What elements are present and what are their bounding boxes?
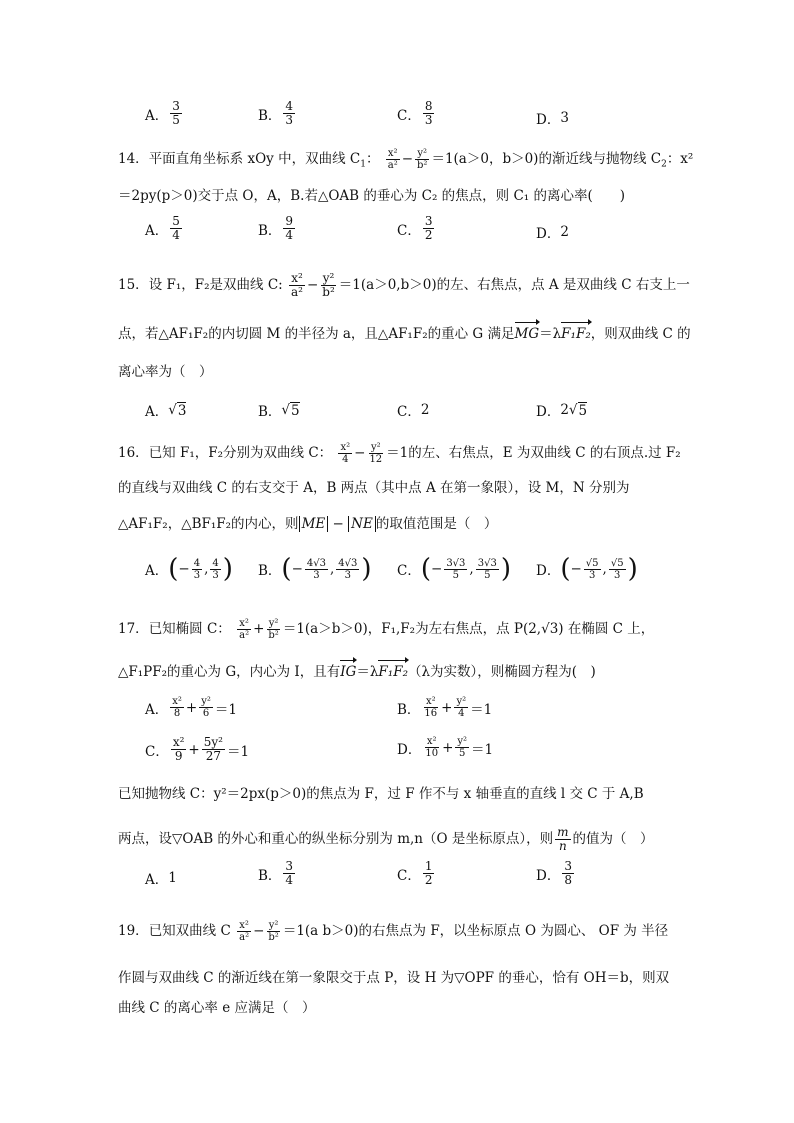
- text: ＝1(a＞0，b＞0)的渐近线与抛物线 C: [431, 151, 662, 167]
- text: −: [328, 516, 349, 532]
- frac-den: n: [558, 839, 567, 853]
- q18-line-2: [118, 826, 654, 853]
- frac-num: √5: [585, 557, 599, 569]
- option-value: 1: [168, 870, 177, 886]
- text: ＝λ: [539, 326, 562, 342]
- frac-den: 3: [285, 113, 294, 127]
- comma: ,: [204, 561, 209, 577]
- frac-den: a²: [239, 932, 250, 943]
- option-value: 3: [560, 110, 569, 126]
- option-label: B．: [258, 563, 282, 579]
- question-number: 14．: [118, 151, 149, 167]
- q19-line-2: 作圆与双曲线 C 的渐近线在第一象限交于点 P，设 H 为▽OPF 的垂心，恰有 OH＝b，则双: [118, 970, 670, 986]
- q15-option-c[interactable]: [397, 400, 429, 420]
- option-label: A．: [145, 222, 169, 239]
- frac-den: 5: [484, 569, 491, 581]
- frac-num: m: [557, 825, 569, 839]
- question-number: 17．: [118, 621, 149, 637]
- q19-line-1: [118, 920, 668, 943]
- vector: F₁F₂: [561, 326, 591, 342]
- q13-option-d[interactable]: [536, 108, 569, 128]
- option-label: C．: [397, 107, 421, 124]
- q15-option-a[interactable]: A． √ 3: [145, 402, 187, 420]
- text: 已知 F₁，F₂分别为双曲线 C：: [148, 445, 333, 461]
- text: ，则双曲线 C 的: [590, 326, 691, 342]
- frac-den: 3: [588, 569, 596, 581]
- sqrt-value: 5: [291, 402, 300, 419]
- text: ＝1(a＞b＞0)，F₁,F₂为左右焦点，点 P(2,√3) 在椭圆 C 上，: [282, 621, 655, 637]
- vector: MG: [514, 326, 540, 342]
- frac-num: 1: [424, 859, 433, 873]
- vector: F₁F₂: [378, 664, 408, 680]
- text: ：: [365, 151, 380, 167]
- text: △F₁PF₂的重心为 G，内心为 I，且有: [118, 664, 341, 680]
- abs-value: NE: [348, 516, 376, 532]
- q14-option-a[interactable]: [145, 215, 184, 242]
- frac-num: 4√3: [306, 557, 326, 569]
- plus: +: [188, 741, 200, 758]
- text: 点，若△AF₁F₂的内切圆 M 的半径为 a，且△AF₁F₂的重心 G 满足: [118, 326, 515, 342]
- q17-option-a[interactable]: [145, 696, 237, 719]
- sqrt-value: 5: [578, 402, 588, 419]
- text: ＝1(a b＞0)的右焦点为 F，以坐标原点 O 为圆心、 OF 为 半径: [282, 923, 669, 939]
- option-label: D．: [536, 563, 561, 579]
- equals-one: ＝1: [471, 741, 494, 758]
- frac-num: 3√3: [446, 557, 466, 569]
- equals-one: ＝1: [470, 701, 493, 718]
- frac-den: 16: [424, 708, 438, 719]
- q16-option-d[interactable]: D． ( − $\frac{√5}{3}$ , $\frac{√5}{3}$ ): [536, 554, 638, 584]
- q13-option-b[interactable]: [258, 100, 297, 127]
- frac-num: x²: [172, 735, 185, 749]
- text: （λ为实数），则椭圆方程为( ): [407, 664, 596, 680]
- equals-one: ＝1: [214, 701, 237, 718]
- option-label: A．: [145, 872, 169, 888]
- frac-num: 3√3: [477, 557, 497, 569]
- option-label: D．: [397, 741, 422, 758]
- frac-den: 3: [424, 113, 433, 127]
- frac-den: 3: [193, 569, 201, 581]
- frac-den: 6: [202, 708, 210, 719]
- frac-den: 3: [212, 569, 219, 581]
- text: 的值为（ ）: [572, 831, 654, 847]
- frac-num: y²: [417, 148, 428, 159]
- frac-num: 8: [424, 99, 433, 113]
- option-label: C．: [397, 563, 421, 579]
- question-number: 15．: [118, 277, 149, 293]
- frac-num: y²: [268, 618, 279, 629]
- q15-line-1: [118, 272, 690, 299]
- text: △AF₁F₂，△BF₁F₂的内心，则: [118, 516, 299, 532]
- frac-num: y²: [457, 736, 468, 747]
- q16-option-a[interactable]: A． ( − $\frac{4}{3}$ , $\frac{4}{3}$ ): [145, 554, 233, 584]
- frac-den: 4: [458, 708, 465, 719]
- q17-line-1: [118, 618, 654, 641]
- frac-den: 3: [313, 569, 320, 581]
- option-label: C．: [145, 743, 169, 760]
- text: 设 F₁，F₂是双曲线 C:: [148, 277, 283, 293]
- q14-option-d[interactable]: [536, 222, 569, 242]
- text: 已知椭圆 C：: [148, 621, 231, 637]
- plus: +: [441, 699, 453, 716]
- minus: −: [306, 277, 319, 293]
- plus: +: [185, 699, 198, 716]
- option-label: A．: [145, 563, 169, 579]
- abs-value: ME: [299, 516, 329, 532]
- option-label: B．: [258, 404, 282, 420]
- frac-num: y²: [268, 920, 279, 931]
- frac-den: 2: [424, 873, 433, 887]
- q16-line-1: [118, 442, 681, 465]
- frac-num: √5: [610, 557, 624, 569]
- q15-option-d[interactable]: D． 2 √ 5: [536, 402, 588, 420]
- option-label: A．: [145, 404, 169, 420]
- minus: −: [431, 561, 443, 577]
- frac-den: b²: [268, 932, 279, 943]
- equals-one: ＝1: [226, 743, 250, 760]
- frac-num: x²: [425, 696, 436, 707]
- frac-den: 5: [172, 113, 180, 127]
- q17-line-2: [118, 662, 596, 682]
- frac-num: x²: [239, 920, 249, 931]
- text: ：x²: [666, 151, 694, 167]
- q16-line-2: 的直线与双曲线 C 的右支交于 A，B 两点（其中点 A 在第一象限），设 M，N 分别为: [118, 480, 630, 496]
- option-label: C．: [397, 404, 421, 420]
- minus: −: [291, 561, 303, 577]
- frac-den: 12: [369, 454, 383, 465]
- option-label: B．: [258, 222, 282, 239]
- sqrt-value: 3: [177, 402, 187, 419]
- frac-den: 2: [424, 228, 433, 242]
- text: 两点，设▽OAB 的外心和重心的纵坐标分别为 m,n（O 是坐标原点），则: [118, 831, 554, 847]
- q17-option-b[interactable]: [397, 696, 492, 719]
- plus: +: [253, 621, 265, 637]
- q15-option-b[interactable]: B． √ 5: [258, 402, 300, 420]
- comma: ,: [330, 561, 335, 577]
- frac-num: y²: [322, 271, 335, 285]
- option-label: D．: [536, 226, 561, 242]
- q18-option-b[interactable]: [258, 860, 297, 887]
- minus: −: [178, 561, 190, 577]
- q16-option-c[interactable]: C． ( − $\frac{3√3}{5}$ , $\frac{3√3}{5}$ ): [397, 554, 511, 584]
- comma: ,: [469, 561, 474, 577]
- frac-num: x²: [340, 442, 351, 453]
- frac-num: x²: [426, 736, 437, 747]
- q14-line-2: ＝2py(p＞0)交于点 O，A，B.若△OAB 的垂心为 C₂ 的焦点，则 C₁ 的离心率( ): [118, 188, 626, 204]
- frac-num: 4: [285, 99, 294, 113]
- frac-den: b²: [268, 630, 279, 641]
- q13-option-a[interactable]: [145, 100, 184, 127]
- frac-num: y²: [456, 696, 467, 707]
- frac-num: y²: [370, 442, 381, 453]
- option-value: 2: [420, 402, 430, 418]
- frac-num: x²: [291, 271, 303, 285]
- frac-num: 5: [172, 214, 180, 228]
- frac-den: 4: [285, 873, 294, 887]
- q16-line-3: [118, 514, 497, 534]
- frac-num: x²: [387, 148, 398, 159]
- frac-den: 5: [459, 748, 466, 759]
- q14-option-c[interactable]: [397, 215, 436, 242]
- frac-den: 10: [425, 748, 439, 759]
- frac-den: 4: [172, 228, 180, 242]
- frac-num: 5y²: [203, 735, 223, 749]
- option-label: C．: [397, 867, 421, 884]
- question-number: 16．: [118, 445, 149, 461]
- minus: −: [354, 445, 366, 461]
- plus: +: [442, 739, 454, 756]
- text: ＝1(a＞0,b＞0)的左、右焦点，点 A 是双曲线 C 右支上一: [338, 277, 690, 293]
- frac-den: 27: [205, 749, 221, 763]
- question-number: 19．: [118, 923, 149, 939]
- option-label: B．: [258, 867, 282, 884]
- option-label: D．: [536, 112, 561, 128]
- q19-line-3: 曲线 C 的离心率 e 应满足（ ）: [118, 1000, 316, 1016]
- q14-line-1: 14．平面直角坐标系 xOy 中，双曲线 $C_1$： $\frac{\text{x²}}{\text{a²}}$ − $\frac{\text{y²}}{\text{b²}}$ ＝1(a＞0，b＞0)的渐近线与抛物线 $C_2$：x²: [118, 148, 694, 171]
- frac-den: a²: [291, 285, 303, 299]
- q16-option-b[interactable]: B． ( − $\frac{4√3}{3}$ , $\frac{4√3}{3}$ ): [258, 554, 372, 584]
- frac-den: 9: [174, 749, 183, 763]
- frac-den: 3: [614, 569, 621, 581]
- q13-option-c[interactable]: [397, 100, 436, 127]
- option-label: B．: [397, 701, 421, 718]
- text: ＝1的左、右焦点，E 为双曲线 C 的右顶点.过 F₂: [386, 445, 681, 461]
- frac-num: 3: [424, 214, 433, 228]
- frac-num: 3: [285, 859, 294, 873]
- text: 已知双曲线 C: [148, 923, 231, 939]
- option-label: B．: [258, 107, 282, 124]
- frac-den: a²: [239, 630, 250, 641]
- option-value: 2: [560, 224, 569, 240]
- frac-den: b²: [322, 285, 335, 299]
- frac-num: x²: [172, 696, 182, 707]
- text: 的取值范围是（ ）: [375, 516, 498, 532]
- frac-num: 4√3: [338, 557, 358, 569]
- option-label: A．: [145, 701, 169, 718]
- option-label: D．: [536, 404, 561, 420]
- text: ＝λ: [356, 664, 379, 680]
- q17-option-c[interactable]: [145, 736, 249, 763]
- coefficient: 2: [560, 402, 569, 418]
- frac-den: 3: [344, 569, 352, 581]
- frac-num: 4: [193, 557, 201, 569]
- frac-den: a²: [387, 160, 398, 171]
- frac-den: 8: [173, 708, 181, 719]
- frac-num: 3: [172, 99, 180, 113]
- text: 平面直角坐标系 xOy 中，双曲线 C: [148, 151, 361, 167]
- q18-option-d[interactable]: [536, 860, 576, 887]
- comma: ,: [602, 561, 607, 577]
- option-label: A．: [145, 107, 169, 124]
- frac-den: 4: [285, 228, 294, 242]
- minus: −: [401, 151, 414, 167]
- frac-den: 4: [342, 454, 349, 465]
- q17-option-d[interactable]: [397, 736, 493, 759]
- vector: IG: [340, 664, 357, 680]
- frac-num: 3: [564, 859, 572, 873]
- q18-line-1: 已知抛物线 C：y²＝2px(p＞0)的焦点为 F，过 F 作不与 x 轴垂直的直线 l 交 C 于 A,B: [118, 786, 644, 802]
- q14-option-b[interactable]: [258, 215, 297, 242]
- q15-line-2: [118, 324, 691, 344]
- frac-num: 4: [212, 557, 219, 569]
- minus: −: [253, 923, 265, 939]
- option-label: D．: [536, 867, 561, 884]
- frac-den: 5: [452, 569, 460, 581]
- minus: −: [570, 561, 582, 577]
- option-label: C．: [397, 222, 421, 239]
- q18-option-c[interactable]: [397, 860, 436, 887]
- q15-line-3: 离心率为（ ）: [118, 364, 213, 380]
- frac-num: 9: [285, 214, 294, 228]
- frac-num: x²: [239, 618, 249, 629]
- frac-num: y²: [201, 696, 211, 707]
- frac-den: b²: [417, 160, 428, 171]
- q18-option-a[interactable]: [145, 868, 177, 888]
- frac-den: 8: [564, 873, 572, 887]
